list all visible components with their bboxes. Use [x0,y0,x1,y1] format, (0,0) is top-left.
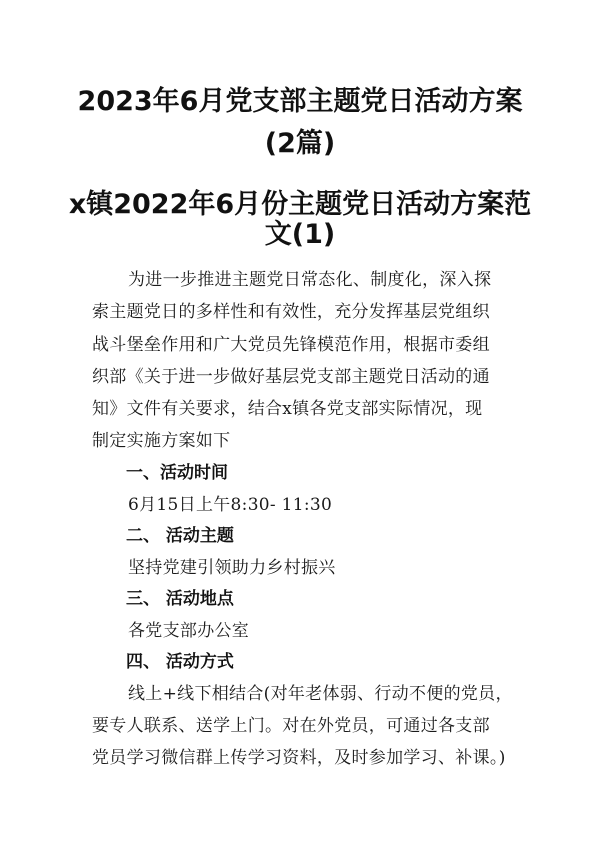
intro-line: 索主题党日的多样性和有效性，充分发挥基层党组织 [92,302,490,322]
section-heading: 一、活动时间 [126,463,228,483]
intro-line: 制定实施方案如下 [92,431,231,451]
section-heading: 二、 活动主题 [126,526,234,546]
section-content-line: 党员学习微信群上传学习资料，及时参加学习、补课。) [92,748,506,768]
section-title-continued: 文(1) [264,219,336,250]
section-content: 坚持党建引领助力乡村振兴 [128,558,336,578]
section-content-line: 要专人联系、送学上门。对在外党员，可通过各支部 [92,716,490,736]
section-content: 各党支部办公室 [128,621,250,641]
intro-line: 织部《关于进一步做好基层党支部主题党日活动的通 [92,367,490,387]
section-title: x镇2022年6月份主题党日活动方案范 [68,189,532,220]
document-title: 2023年6月党支部主题党日活动方案 [77,86,523,117]
section-content-line: 线上+线下相结合(对年老体弱、行动不便的党员， [128,684,513,704]
section-content: 6月15日上午8:30- 11:30 [128,495,333,515]
section-heading: 三、 活动地点 [126,589,234,609]
intro-line: 知》文件有关要求，结合x镇各党支部实际情况，现 [92,399,483,419]
intro-line: 为进一步推进主题党日常态化、制度化，深入探 [128,270,492,290]
document-title-count: (2篇) [264,128,336,159]
intro-line: 战斗堡垒作用和广大党员先锋模范作用，根据市委组 [92,335,490,355]
section-heading: 四、 活动方式 [126,652,234,672]
